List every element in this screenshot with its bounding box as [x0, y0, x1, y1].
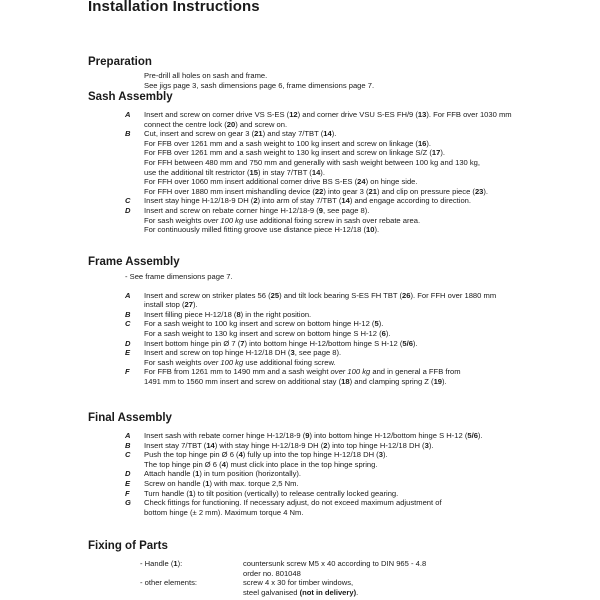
step-text: Turn handle (1) to tilt position (vertically) to release centrally locked gearing. — [144, 488, 399, 498]
step-letter: C — [125, 319, 131, 329]
step-letter — [125, 177, 144, 187]
step-text: connect the centre lock (20) and screw on. — [144, 119, 288, 129]
preparation-line: Pre-drill all holes on sash and frame. — [144, 71, 268, 80]
step-text: Push the top hinge pin Ø 6 (4) fully up into the top hinge H-12/18 DH (3). — [144, 450, 388, 460]
step-text: Cut, insert and screw on gear 3 (21) and stay 7/TBT (14). — [144, 129, 337, 139]
step-letter: D — [125, 205, 131, 215]
step-text: For FFH over 1060 mm insert additional corner drive BS S-ES (24) on hinge side. — [144, 177, 418, 187]
sash-step-a — [125, 110, 575, 129]
step-letter — [125, 358, 144, 368]
step-text: For FFB over 1261 mm and a sash weight to 100 kg insert and screw on linkage (16). — [144, 138, 432, 148]
step-letter: B — [125, 440, 131, 450]
step-letter: D — [125, 338, 131, 348]
step-text: For sash weights over 100 kg use additional fixing screw in sash over rebate area. — [144, 215, 421, 225]
frame-step-e — [125, 348, 575, 367]
step-letter — [125, 148, 144, 158]
step-letter: D — [125, 469, 131, 479]
step-letter — [125, 158, 144, 168]
step-letter: F — [125, 367, 130, 377]
step-letter — [125, 168, 144, 178]
step-letter — [125, 120, 144, 130]
step-letter: B — [125, 129, 131, 139]
fixing-value: order no. 801048 — [243, 568, 301, 578]
final-step-c — [125, 450, 575, 469]
frame-step-b — [125, 310, 575, 320]
fixing-value: screw 4 x 30 for timber windows, — [243, 578, 354, 588]
final-step-g — [125, 498, 575, 517]
step-text: install stop (27). — [144, 300, 198, 310]
step-text: Insert and screw on striker plates 56 (25) and tilt lock bearing S-ES FH TBT (26). For FFH over 1880 mm — [144, 290, 497, 300]
step-text: For FFH over 1880 mm insert mishandling device (22) into gear 3 (21) and clip on pressure piece (23). — [144, 186, 489, 196]
step-text: For continuously milled fitting groove use distance piece H-12/18 (10). — [144, 225, 380, 235]
final-step-a — [125, 431, 575, 441]
step-letter: A — [125, 290, 131, 300]
step-text: Insert stay hinge H-12/18-9 DH (2) into arm of stay 7/TBT (14) and engage according to direction. — [144, 196, 472, 206]
fixing-value: steel galvanised (not in delivery). — [243, 587, 359, 597]
step-text: For FFB from 1261 mm to 1490 mm and a sash weight over 100 kg and in general a FFB from — [144, 367, 461, 377]
heading-frame-assembly: Frame Assembly — [88, 256, 180, 268]
preparation-text — [144, 71, 594, 90]
step-letter — [125, 300, 144, 310]
heading-sash-assembly: Sash Assembly — [88, 91, 173, 103]
frame-step-f — [125, 367, 575, 386]
step-letter — [125, 460, 144, 470]
sash-step-c — [125, 196, 575, 206]
final-steps — [125, 431, 575, 517]
final-step-b — [125, 441, 575, 451]
heading-preparation: Preparation — [88, 56, 152, 68]
page-title: Installation Instructions — [88, 0, 260, 15]
frame-step-d — [125, 339, 575, 349]
step-text: Check fittings for functioning. If necessary adjust, do not exceed maximum adjustment of — [144, 498, 442, 508]
step-text: Insert bottom hinge pin Ø 7 (7) into bottom hinge H-12/bottom hinge S H-12 (5/6). — [144, 338, 418, 348]
fixing-label: - Handle (1): — [140, 559, 183, 568]
step-text: Insert and screw on rebate corner hinge H-12/18-9 (9, see page 8). — [144, 205, 370, 215]
step-letter — [125, 377, 144, 387]
sash-step-d — [125, 206, 575, 235]
step-text: Insert and screw on top hinge H-12/18 DH (3, see page 8). — [144, 348, 342, 358]
step-text: Insert sash with rebate corner hinge H-12/18-9 (9) into bottom hinge H-12/bottom hinge S H-12 (5/6). — [144, 431, 483, 440]
step-letter — [125, 139, 144, 149]
step-letter: F — [125, 488, 130, 498]
fixing-value: countersunk screw M5 x 40 according to DIN 965 - 4.8 — [243, 559, 427, 568]
step-text: Insert and screw on corner drive VS S-ES (12) and corner drive VSU S-ES FH/9 (13). For FFB over 1030 mm — [144, 110, 512, 119]
frame-step-c — [125, 319, 575, 338]
step-letter — [125, 216, 144, 226]
step-text: 1491 mm to 1560 mm insert and screw on additional stay (18) and clamping spring Z (19). — [144, 376, 447, 386]
final-step-e — [125, 479, 575, 489]
step-letter — [125, 329, 144, 339]
step-text: For FFH between 480 mm and 750 mm and generally with sash weight between 100 kg and 130 kg, — [144, 157, 481, 167]
step-text: Insert stay 7/TBT (14) with stay hinge H-12/18-9 DH (2) into top hinge H-12/18 DH (3). — [144, 440, 434, 450]
step-text: bottom hinge (± 2 mm). Maximum torque 4 Nm. — [144, 507, 304, 517]
step-text: For a sash weight to 130 kg insert and screw on bottom hinge S H-12 (6). — [144, 328, 391, 338]
step-text: use the additional tilt restrictor (15) in stay 7/TBT (14). — [144, 167, 325, 177]
step-letter: G — [125, 498, 131, 508]
step-text: For FFB over 1261 mm and a sash weight to 130 kg insert and screw on linkage S/Z (17). — [144, 148, 445, 158]
step-text: For a sash weight to 100 kg insert and screw on bottom hinge H-12 (5). — [144, 319, 384, 329]
frame-steps — [125, 272, 575, 387]
step-letter: C — [125, 196, 131, 206]
step-letter: C — [125, 450, 131, 460]
step-text: Attach handle (1) in turn position (horizontally). — [144, 469, 302, 479]
final-step-d — [125, 469, 575, 479]
fixing-label: - other elements: — [140, 578, 197, 588]
frame-step-a — [125, 291, 575, 310]
step-text: Screw on handle (1) with max. torque 2,5 Nm. — [144, 478, 299, 488]
final-step-f — [125, 489, 575, 499]
sash-steps — [125, 110, 575, 235]
step-letter: E — [125, 348, 131, 358]
step-letter — [125, 225, 144, 235]
heading-fixing-of-parts: Fixing of Parts — [88, 540, 168, 552]
step-letter — [125, 508, 144, 518]
preparation-line: See jigs page 3, sash dimensions page 6, frame dimensions page 7. — [144, 80, 375, 90]
step-letter: A — [125, 431, 131, 440]
step-letter: A — [125, 110, 131, 119]
step-text: Insert filling piece H-12/18 (8) in the right position. — [144, 309, 312, 319]
step-letter: B — [125, 309, 131, 319]
step-text: For sash weights over 100 kg use additional fixing screw. — [144, 357, 336, 367]
step-letter: E — [125, 478, 131, 488]
step-text: The top hinge pin Ø 6 (4) must click into place in the top hinge spring. — [144, 459, 378, 469]
sash-step-b — [125, 129, 575, 196]
step-letter — [125, 187, 144, 197]
frame-note: - See frame dimensions page 7. — [125, 272, 233, 281]
heading-final-assembly: Final Assembly — [88, 412, 172, 424]
